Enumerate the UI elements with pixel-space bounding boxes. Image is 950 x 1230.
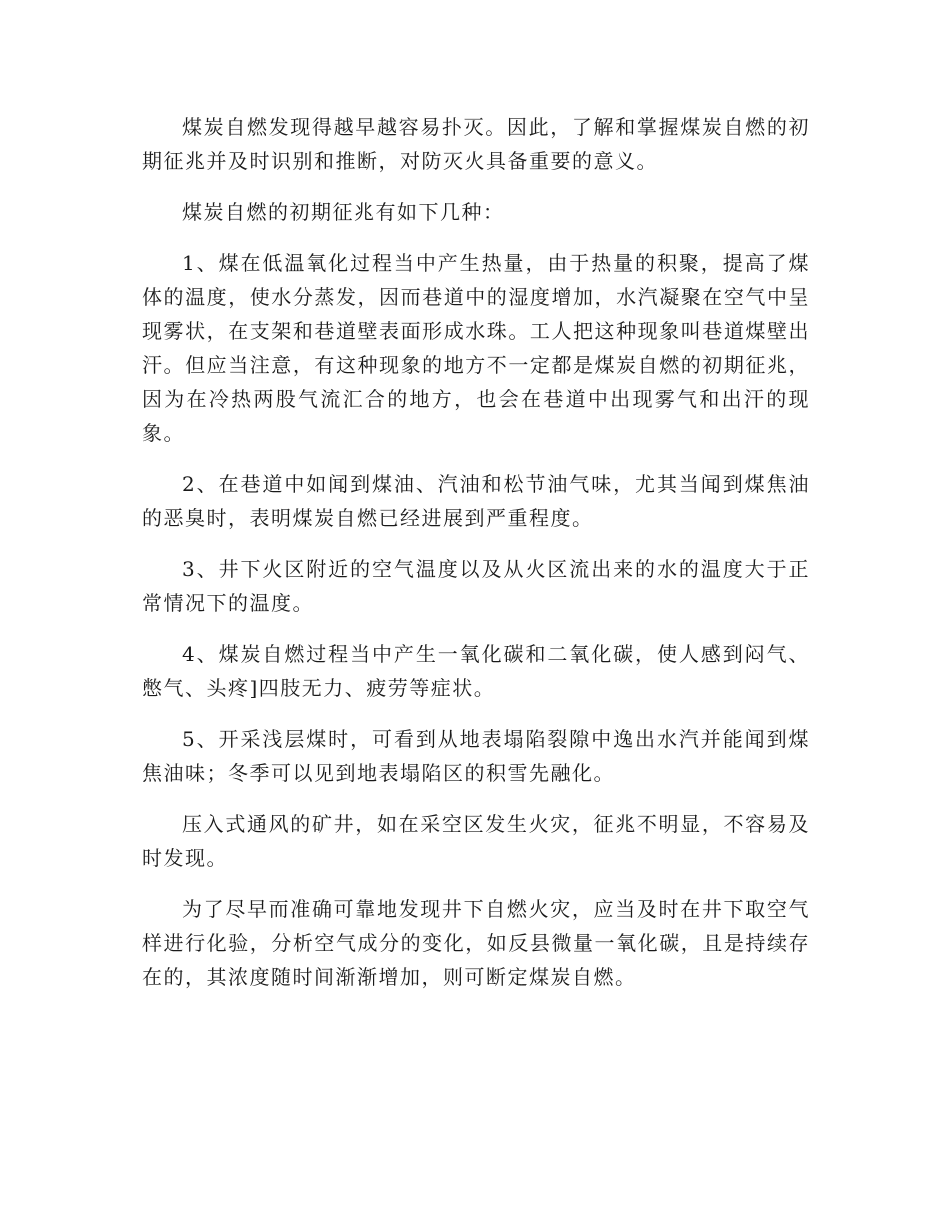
- paragraph-sign-2: 2、在巷道中如闻到煤油、汽油和松节油气味，尤其当闻到煤焦油的恶臭时，表明煤炭自燃已经进展到严重程度。: [142, 472, 810, 530]
- paragraph-detection-advice: 为了尽早而准确可靠地发现井下自燃火灾，应当及时在井下取空气样进行化验，分析空气成分的变化，如反县微量一氧化碳，且是持续存在的，其浓度随时间渐渐增加，则可断定煤炭自燃。: [142, 897, 810, 989]
- document-body: [142, 110, 810, 1011]
- paragraph-sign-3: 3、井下火区附近的空气温度以及从火区流出来的水的温度大于正常情况下的温度。: [142, 557, 810, 615]
- paragraph-signs-heading: 煤炭自燃的初期征兆有如下几种：: [182, 200, 505, 224]
- paragraph-ventilation-note: 压入式通风的矿井，如在采空区发生火灾，征兆不明显，不容易及时发现。: [142, 812, 810, 870]
- paragraph-sign-5: 5、开采浅层煤时，可看到从地表塌陷裂隙中逸出水汽并能闻到煤焦油味；冬季可以见到地表塌陷区的积雪先融化。: [142, 727, 810, 785]
- paragraph-sign-1: 1、煤在低温氧化过程当中产生热量，由于热量的积聚，提高了煤体的温度，使水分蒸发，因而巷道中的湿度增加，水汽凝聚在空气中呈现雾状，在支架和巷道壁表面形成水珠。工人把这种现象叫巷道煤壁出汗。但应当注意，有这种现象的地方不一定都是煤炭自燃的初期征兆，因为在冷热两股气流汇合的地方，也会在巷道中出现雾气和出汗的现象。: [142, 251, 810, 445]
- paragraph-sign-4: 4、煤炭自燃过程当中产生一氧化碳和二氧化碳，使人感到闷气、憋气、头疼]四肢无力、疲劳等症状。: [142, 642, 810, 700]
- paragraph-intro: 煤炭自燃发现得越早越容易扑灭。因此，了解和掌握煤炭自燃的初期征兆并及时识别和推断，对防灭火具备重要的意义。: [142, 115, 810, 173]
